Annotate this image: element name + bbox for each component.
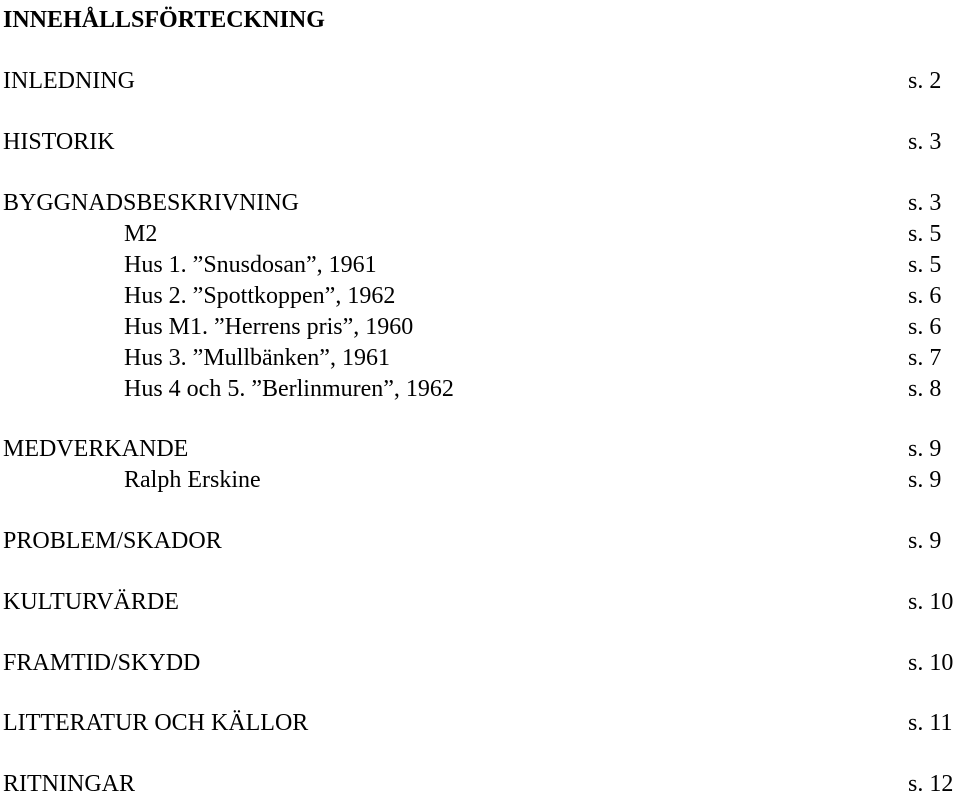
toc-entry-label: HISTORIK xyxy=(3,129,115,155)
toc-entry-label: MEDVERKANDE xyxy=(3,436,189,462)
toc-entry-label: Hus M1. ”Herrens pris”, 1960 xyxy=(124,314,414,340)
toc-subentry-hus-4-och-5 xyxy=(0,373,960,405)
toc-entry-page: s. 10 xyxy=(908,650,954,676)
toc-entry-page: s. 11 xyxy=(908,710,953,736)
toc-subentry-hus-m1 xyxy=(0,311,960,343)
toc-entry-page: s. 6 xyxy=(908,314,942,340)
toc-entry-page: s. 5 xyxy=(908,221,942,247)
toc-entry-byggnadsbeskrivning xyxy=(0,187,960,219)
toc-entry-litteratur-och-kallor xyxy=(0,707,960,739)
toc-subentry-ralph-erskine xyxy=(0,464,960,496)
toc-entry-label: LITTERATUR OCH KÄLLOR xyxy=(3,710,309,736)
toc-entry-problem-skador xyxy=(0,525,960,557)
toc-title: INNEHÅLLSFÖRTECKNING xyxy=(3,7,325,33)
toc-entry-label: PROBLEM/SKADOR xyxy=(3,528,222,554)
toc-entry-page: s. 12 xyxy=(908,771,954,797)
toc-entry-framtid-skydd xyxy=(0,647,960,679)
toc-entry-page: s. 2 xyxy=(908,68,942,94)
toc-entry-label: M2 xyxy=(124,221,158,247)
toc-entry-label: Hus 3. ”Mullbänken”, 1961 xyxy=(124,345,390,371)
toc-entry-ritningar xyxy=(0,768,960,800)
toc-entry-inledning xyxy=(0,65,960,97)
toc-entry-page: s. 7 xyxy=(908,345,942,371)
toc-entry-label: INLEDNING xyxy=(3,68,135,94)
toc-entry-label: BYGGNADSBESKRIVNING xyxy=(3,190,300,216)
toc-entry-medverkande xyxy=(0,433,960,465)
toc-subentry-hus-3 xyxy=(0,342,960,374)
toc-entry-label: FRAMTID/SKYDD xyxy=(3,650,201,676)
toc-entry-label: Hus 1. ”Snusdosan”, 1961 xyxy=(124,252,377,278)
toc-entry-page: s. 9 xyxy=(908,467,942,493)
toc-entry-label: Hus 4 och 5. ”Berlinmuren”, 1962 xyxy=(124,376,454,402)
toc-entry-page: s. 3 xyxy=(908,129,942,155)
toc-entry-page: s. 6 xyxy=(908,283,942,309)
toc-subentry-m2 xyxy=(0,218,960,250)
toc-entry-page: s. 9 xyxy=(908,436,942,462)
toc-entry-label: KULTURVÄRDE xyxy=(3,589,179,615)
toc-entry-page: s. 10 xyxy=(908,589,954,615)
toc-entry-kulturvarde xyxy=(0,586,960,618)
toc-entry-page: s. 8 xyxy=(908,376,942,402)
toc-entry-page: s. 5 xyxy=(908,252,942,278)
toc-subentry-hus-1 xyxy=(0,249,960,281)
toc-entry-label: RITNINGAR xyxy=(3,771,135,797)
toc-entry-historik xyxy=(0,126,960,158)
toc-entry-label: Ralph Erskine xyxy=(124,467,261,493)
toc-entry-page: s. 9 xyxy=(908,528,942,554)
toc-entry-page: s. 3 xyxy=(908,190,942,216)
toc-entry-label: Hus 2. ”Spottkoppen”, 1962 xyxy=(124,283,396,309)
toc-subentry-hus-2 xyxy=(0,280,960,312)
